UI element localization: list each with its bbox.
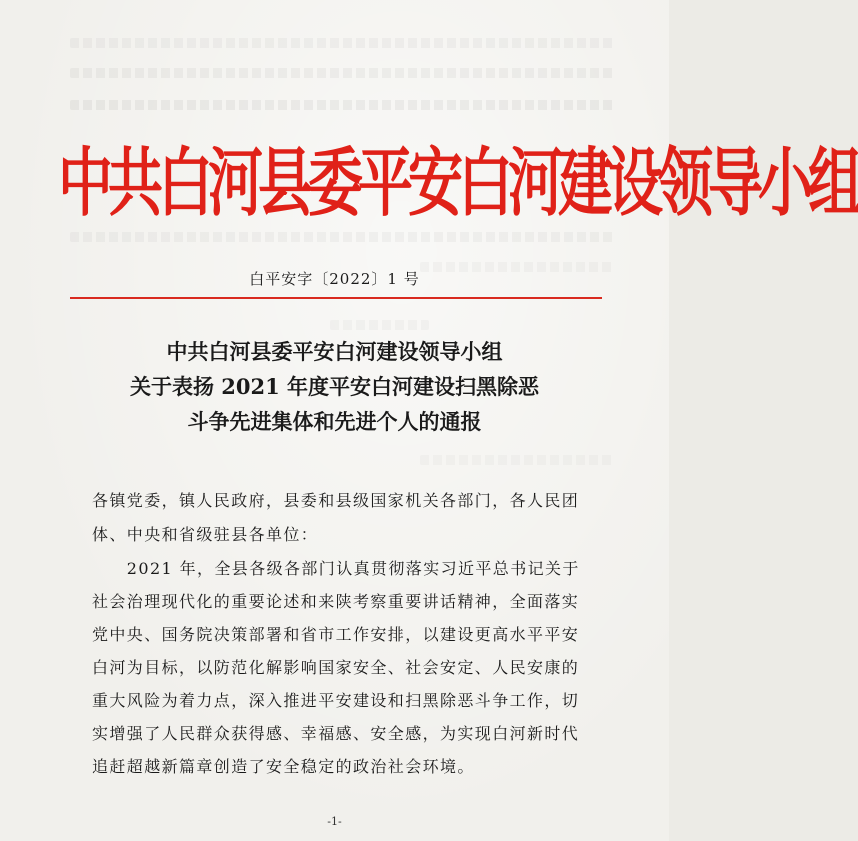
body-line: 白河为目标，以防范化解影响国家安全、社会安定、人民安康的 <box>92 658 580 677</box>
body-line: 追赶超越新篇章创造了安全稳定的政治社会环境。 <box>92 757 475 776</box>
notice-title-line: 中共白河县委平安白河建设领导小组 <box>166 339 503 364</box>
salutation-line: 体、中央和省级驻县各单位： <box>92 525 319 544</box>
body-line: 实增强了人民群众获得感、幸福感、安全感，为实现白河新时代 <box>92 724 580 743</box>
body-line: 社会治理现代化的重要论述和来陕考察重要讲话精神，全面落实 <box>92 592 580 611</box>
bleed-through-line <box>70 68 614 78</box>
red-divider-line <box>70 297 602 299</box>
bleed-through-line <box>70 38 614 48</box>
bleed-through-line <box>330 320 429 330</box>
notice-title-line: 关于表扬 2021 年度平安白河建设扫黑除恶 <box>129 374 540 399</box>
page-number: -1- <box>327 815 342 828</box>
body-line: 党中央、国务院决策部署和省市工作安排，以建设更高水平平安 <box>92 625 580 644</box>
bleed-through-line <box>420 455 614 465</box>
notice-title-line: 斗争先进集体和先进个人的通报 <box>187 409 482 434</box>
body-line: 重大风险为着力点，深入推进平安建设和扫黑除恶斗争工作，切 <box>92 691 580 710</box>
salutation <box>92 484 612 552</box>
bleed-through-line <box>70 100 614 110</box>
notice-title <box>0 334 669 439</box>
body-line: 2021 年，全县各级各部门认真贯彻落实习近平总书记关于 <box>92 559 580 578</box>
document-number: 白平安字〔2022〕1 号 <box>249 270 420 288</box>
issuer-red-header: 中共白河县委平安白河建设领导小组 <box>58 139 858 227</box>
body-paragraph <box>92 552 612 783</box>
salutation-line: 各镇党委，镇人民政府，县委和县级国家机关各部门，各人民团 <box>92 491 580 510</box>
